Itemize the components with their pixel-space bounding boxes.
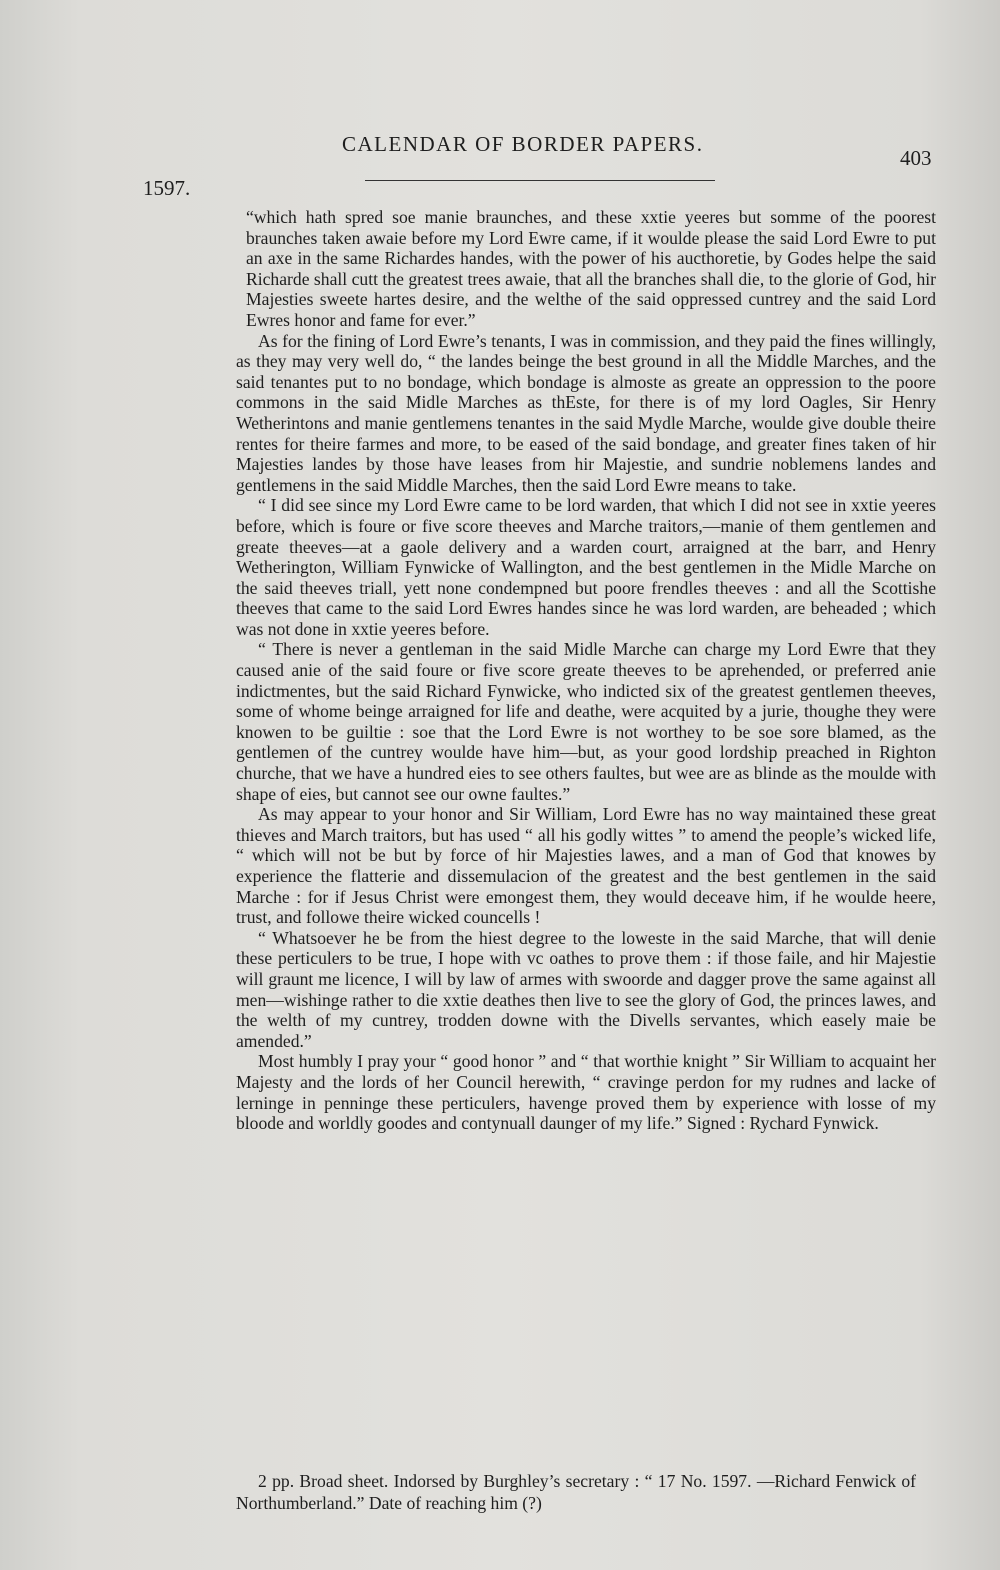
paragraph-2: As for the fining of Lord Ewre’s tenants, I was in commission, and they paid the fines willingly, as they may very well do, “ the landes beinge the best ground in all the Middle Marches, and the said tenantes put to no bondage, which bondage is almoste as greate an oppression to the poore commons in the said Midle Marches as thEste, for there is of my lord Oagles, Sir Henry Wetherintons and manie gentlemens tenantes in the said Mydle Marche, woulde give double theire rentes for theire farmes and more, to be eased of the said bondage, and greater fines taken of hir Majesties landes by those have leases from hir Majestie, and sundrie noblemens landes and gentlemens in the said Middle Marches, then the said Lord Ewre means to take.	[236, 330, 936, 495]
paragraph-4: “ There is never a gentleman in the said Midle Marche can charge my Lord Ewre that they caused anie of the said foure or five score greate theeves to be aprehended, or preferred anie indictmentes, but the said Richard Fynwicke, who indicted six of the greatest gentlemen theeves, some of whome beinge arraigned for life and deathe, were acquited by a jurie, thoughe they were knowen to be guiltie : soe that the Lord Ewre is not worthey to be soe sore blamed, as the gentlemen of the cuntrey woulde have him—but, as your good lordship preached in Righton churche, that we have a hundred eies to see others faultes, but wee are as blinde as the moulde with shape of eies, but cannot see our owne faultes.”	[236, 639, 936, 804]
footer-note: 2 pp. Broad sheet. Indorsed by Burghley’s secretary : “ 17 No. 1597. —Richard Fenwick of Northumberland.” Date of reaching him (?)	[236, 1471, 916, 1513]
paragraph-6: “ Whatsoever he be from the hiest degree to the loweste in the said Marche, that will denie these perticulers to be true, I hope with vc oathes to prove them : if those faile, and hir Majestie will graunt me licence, I will by law of armes with swoorde and dagger prove the same against all men—wishinge rather to die xxtie deathes then live to see the glory of God, the princes lawes, and the welth of my cuntrey, trodden downe with the Divells servantes, which easely maie be amended.”	[236, 927, 936, 1051]
paragraph-7: Most humbly I pray your “ good honor ” and “ that worthie knight ” Sir William to acquaint her Majesty and the lords of her Council herewith, “ cravinge perdon for my rudnes and lacke of lerninge in penninge these perticulers, havenge proved them by experience with losse of my bloode and worldly goodes and contynuall daunger of my life.” Signed : Rychard Fynwick.	[236, 1051, 936, 1134]
header-rule	[365, 180, 715, 181]
page-number: 403	[900, 146, 932, 170]
paragraph-5: As may appear to your honor and Sir William, Lord Ewre has no way maintained these great thieves and March traitors, but has used “ all his godly wittes ” to amend the people’s wicked life, “ which will not be but by force of hir Majesties lawes, and a man of God that knowes by experience the flatterie and dissemulacion of the greatest and the best gentlemen in the said Marche : for if Jesus Christ were emongest them, they would deceave him, if he woulde heere, trust, and followe theire wicked councells !	[236, 804, 936, 928]
endorsement-note	[236, 1470, 916, 1514]
paragraph-3: “ I did see since my Lord Ewre came to be lord warden, that which I did not see in xxtie yeeres before, which is foure or five score theeves and Marche traitors,—manie of them gentlemen and greate theeves—at a gaole delivery and a warden court, arraigned at the barr, and Henry Wetherington, William Fynwicke of Wallington, and the best gentlemen in the Midle Marche on the said theeves triall, yett none condempned but poore frendles theeves : and all the Scottishe theeves that came to the said Lord Ewres handes since he was lord warden, are beheaded ; which was not done in xxtie yeeres before.	[236, 495, 936, 639]
document-body	[236, 207, 936, 1134]
running-head-title: CALENDAR OF BORDER PAPERS.	[342, 132, 704, 156]
paragraph-1: “which hath spred soe manie braunches, and these xxtie yeeres but somme of the poorest braunches taken awaie before my Lord Ewre came, if it woulde please the said Lord Ewre to put an axe in the same Richardes handes, with the power of his aucthoretie, by Godes helpe the said Richarde shall cutt the greatest trees awaie, that all the branches shall die, to the glorie of God, hir Majesties sweete hartes desire, and the welthe of the said oppressed cuntrey and the said Lord Ewres honor and fame for ever.”	[246, 207, 936, 330]
margin-year: 1597.	[143, 176, 191, 200]
